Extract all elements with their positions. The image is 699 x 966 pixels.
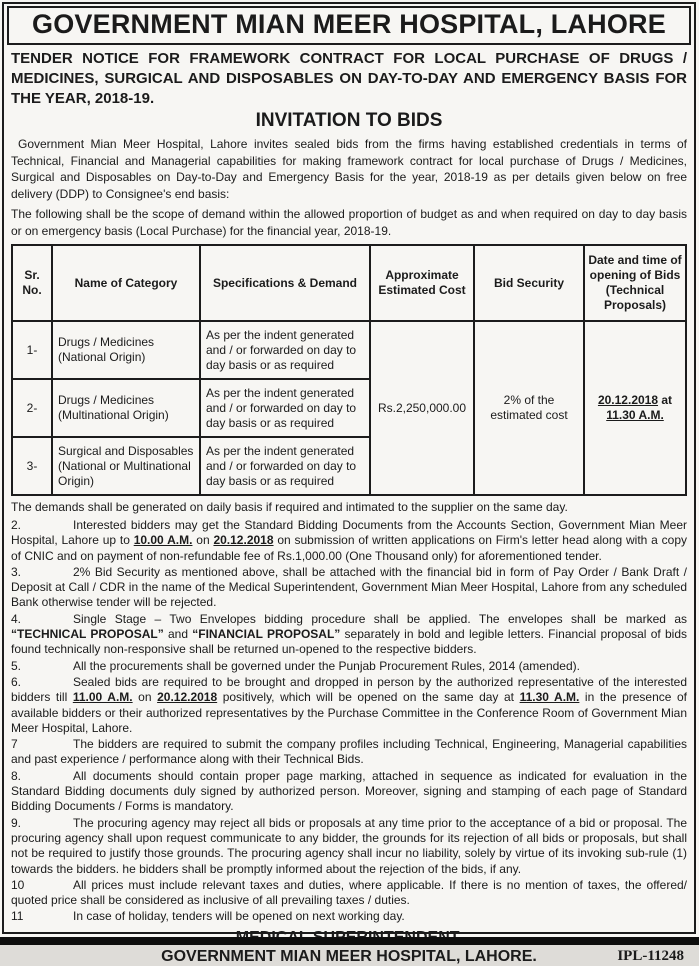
clause-text-segment: “TECHNICAL PROPOSAL” [11, 627, 164, 642]
clause-text-segment: The bidders are required to submit the company profiles including Technical, Engineering, Managerial capabilities and past experience / performance along with their Technical Bids. [11, 737, 687, 767]
daily-demand-note: The demands shall be generated on daily basis if required and intimated to the supplier on the same day. [11, 500, 568, 514]
clause-number: 2. [11, 518, 22, 532]
clause-text-segment: All prices must include relevant taxes and duties, where applicable. If there is no mention of taxes, the offered/ quoted price shall be considered as inclusive of all prevailing taxes / duties. [11, 877, 687, 908]
row2-spec: As per the indent generated and / or forwarded on day to day basis or as required [200, 379, 370, 437]
clause-6 [11, 675, 687, 736]
invitation-heading: INVITATION TO BIDS [255, 110, 443, 131]
clause-number: 5. [11, 658, 22, 673]
clause-text-segment: “FINANCIAL PROPOSAL” [192, 627, 341, 642]
merged-bid-security: 2% of the estimated cost [474, 321, 584, 495]
col-header-specifications: Specifications & Demand [200, 245, 370, 321]
clause-number: 6. [11, 674, 22, 689]
bottom-rule [0, 937, 699, 945]
clause-text-segment: positively, which will be opened on the same day at [217, 690, 520, 705]
clause-text-segment: 20.12.2018 [213, 533, 274, 548]
clause-9 [11, 816, 687, 877]
hospital-title: GOVERNMENT MIAN MEER HOSPITAL, LAHORE [32, 9, 666, 39]
row2-category: Drugs / Medicines (Multinational Origin) [52, 379, 200, 437]
table-header-row [12, 245, 686, 321]
clause-text-segment: on [192, 533, 214, 548]
clause-text-segment: on [132, 690, 158, 705]
clause-text-segment: 2% Bid Security as mentioned above, shall be attached with the financial bid in form of Pay Order / Bank Draft / Deposit at Call / CDR in the name of the Medical Superintendent, Government Mian Meer Hospital, Lahore from any scheduled Bank otherwise tender will be rejected. [11, 564, 687, 610]
row1-spec: As per the indent generated and / or forwarded on day to day basis or as required [200, 321, 370, 379]
opening-time-value: 11.30 A.M. [606, 408, 664, 422]
col-header-opening-date: Date and time of opening of Bids (Technical Proposals) [584, 245, 686, 321]
col-header-estimated-cost: Approximate Estimated Cost [370, 245, 474, 321]
col-header-category: Name of Category [52, 245, 200, 321]
row3-spec: As per the indent generated and / or forwarded on day to day basis or as required [200, 437, 370, 495]
notice-body [4, 45, 694, 966]
clause-text-segment: All the procurements shall be governed under the Punjab Procurement Rules, 2014 (amended). [73, 658, 580, 673]
clause-3 [11, 565, 687, 611]
clause-text-segment: separately in bold and legible letters. Financial proposal of bids found technically non-responsive shall be returned un-opened to the respective bidders. [11, 627, 687, 657]
clause-text-segment: Sealed bids are required to be brought and dropped in person by the authorized representative of the interested bidders till [11, 674, 687, 705]
clause-number: 3. [11, 564, 22, 579]
row1-sr: 1- [12, 321, 52, 379]
clause-text-segment: and [163, 627, 193, 642]
demand-table [11, 244, 687, 496]
clause-number: 9. [11, 815, 22, 830]
clause-8 [11, 769, 687, 815]
row3-sr: 3- [12, 437, 52, 495]
clause-number: 11 [11, 909, 24, 924]
row2-sr: 2- [12, 379, 52, 437]
signatory-org: GOVERNMENT MIAN MEER HOSPITAL, LAHORE. [161, 947, 537, 965]
clause-text-segment: 11.00 A.M. [72, 690, 133, 705]
tender-notice-subtitle: TENDER NOTICE FOR FRAMEWORK CONTRACT FOR LOCAL PURCHASE OF DRUGS / MEDICINES, SURGICAL AND DISPOSABLES ON DAY-TO-DAY AND EMERGENCY BASIS FOR THE YEAR, 2018-19. [11, 50, 687, 107]
col-header-bid-security: Bid Security [474, 245, 584, 321]
opening-date-sep: at [658, 393, 673, 407]
clause-text-segment: Interested bidders may get the Standard Bidding Documents from the Accounts Section, Government Mian Meer Hospital, Lahore up to [11, 518, 687, 548]
clause-text-segment: Single Stage – Two Envelopes bidding procedure shall be applied. The envelopes shall be marked as [73, 611, 687, 626]
clause-number: 7 [11, 737, 18, 752]
merged-opening-date [584, 321, 686, 495]
signature-block [11, 928, 687, 966]
clause-number: 8. [11, 768, 22, 783]
row3-category: Surgical and Disposables (National or Multinational Origin) [52, 437, 200, 495]
opening-date-value: 20.12.2018 [597, 393, 659, 407]
row1-category: Drugs / Medicines (National Origin) [52, 321, 200, 379]
clause-number: 4. [11, 611, 22, 626]
clause-7 [11, 737, 687, 768]
clause-text-segment: on submission of written applications on Firm's letter head along with a copy of CNIC and on payment of non-refundable fee of Rs.1,000.00 (One Thousand only) for aforementioned tender. [11, 533, 688, 563]
clause-text-segment: The procuring agency may reject all bids or proposals at any time prior to the acceptance of a bid or proposal. The procuring agency shall upon request communicate to any bidder, the grounds for its rejection of all bids or proposals, but shall not be required to justify those grounds. The procuring agency shall incur no liability, solely by virtue of its invoking sub-rule (1) towards the bidders. he bidders shall be promptly informed about the rejection of the bids, if any. [11, 815, 687, 876]
notice-outer-border [2, 2, 696, 965]
clause-text-segment: All documents should contain proper page marking, attached in sequence as indicated for evaluation in the Standard Bidding documents duly signed by authorized person. Moreover, signing and stamping of each page of Standard Bidding Documents / Forms is mandatory. [11, 768, 687, 814]
clause-text-segment: 11.30 A.M. [519, 690, 580, 705]
intro-paragraph: Government Mian Meer Hospital, Lahore invites sealed bids from the firms having established credentials in terms of Technical, Financial and Managerial capabilities for making framework contract for local purchase of Drugs / Medicines, Surgical and Disposables on Day-to-Day and Emergency Basis for the year, 2018-19 as per details given below on free delivery (DDP) to Consignee's end basis: [11, 137, 687, 201]
merged-estimated-cost: Rs.2,250,000.00 [370, 321, 474, 495]
masthead [7, 6, 691, 45]
clause-10 [11, 878, 687, 909]
clause-4 [11, 612, 687, 658]
scope-paragraph: The following shall be the scope of demand within the allowed proportion of budget as and when required on day to day basis or on emergency basis (Local Purchase) for the financial year, 2018-19. [11, 207, 687, 238]
table-row [12, 321, 686, 379]
clause-11 [11, 909, 687, 924]
clause-number: 10 [11, 877, 25, 892]
clauses [11, 518, 687, 925]
advert-ref-number: IPL-11248 [617, 947, 684, 964]
clause-text-segment: 10.00 A.M. [133, 533, 193, 548]
clause-text-segment: in the presence of available bidders or their authorized representatives by the Purchase Committee in the Conference Room of Government Mian Meer Hospital, Lahore. [11, 690, 688, 735]
clause-text-segment: 20.12.2018 [157, 690, 218, 705]
clause-text-segment: In case of holiday, tenders will be opened on next working day. [73, 909, 405, 924]
col-header-sr-no: Sr. No. [12, 245, 52, 321]
clause-2 [11, 518, 687, 564]
clause-5 [11, 659, 687, 674]
